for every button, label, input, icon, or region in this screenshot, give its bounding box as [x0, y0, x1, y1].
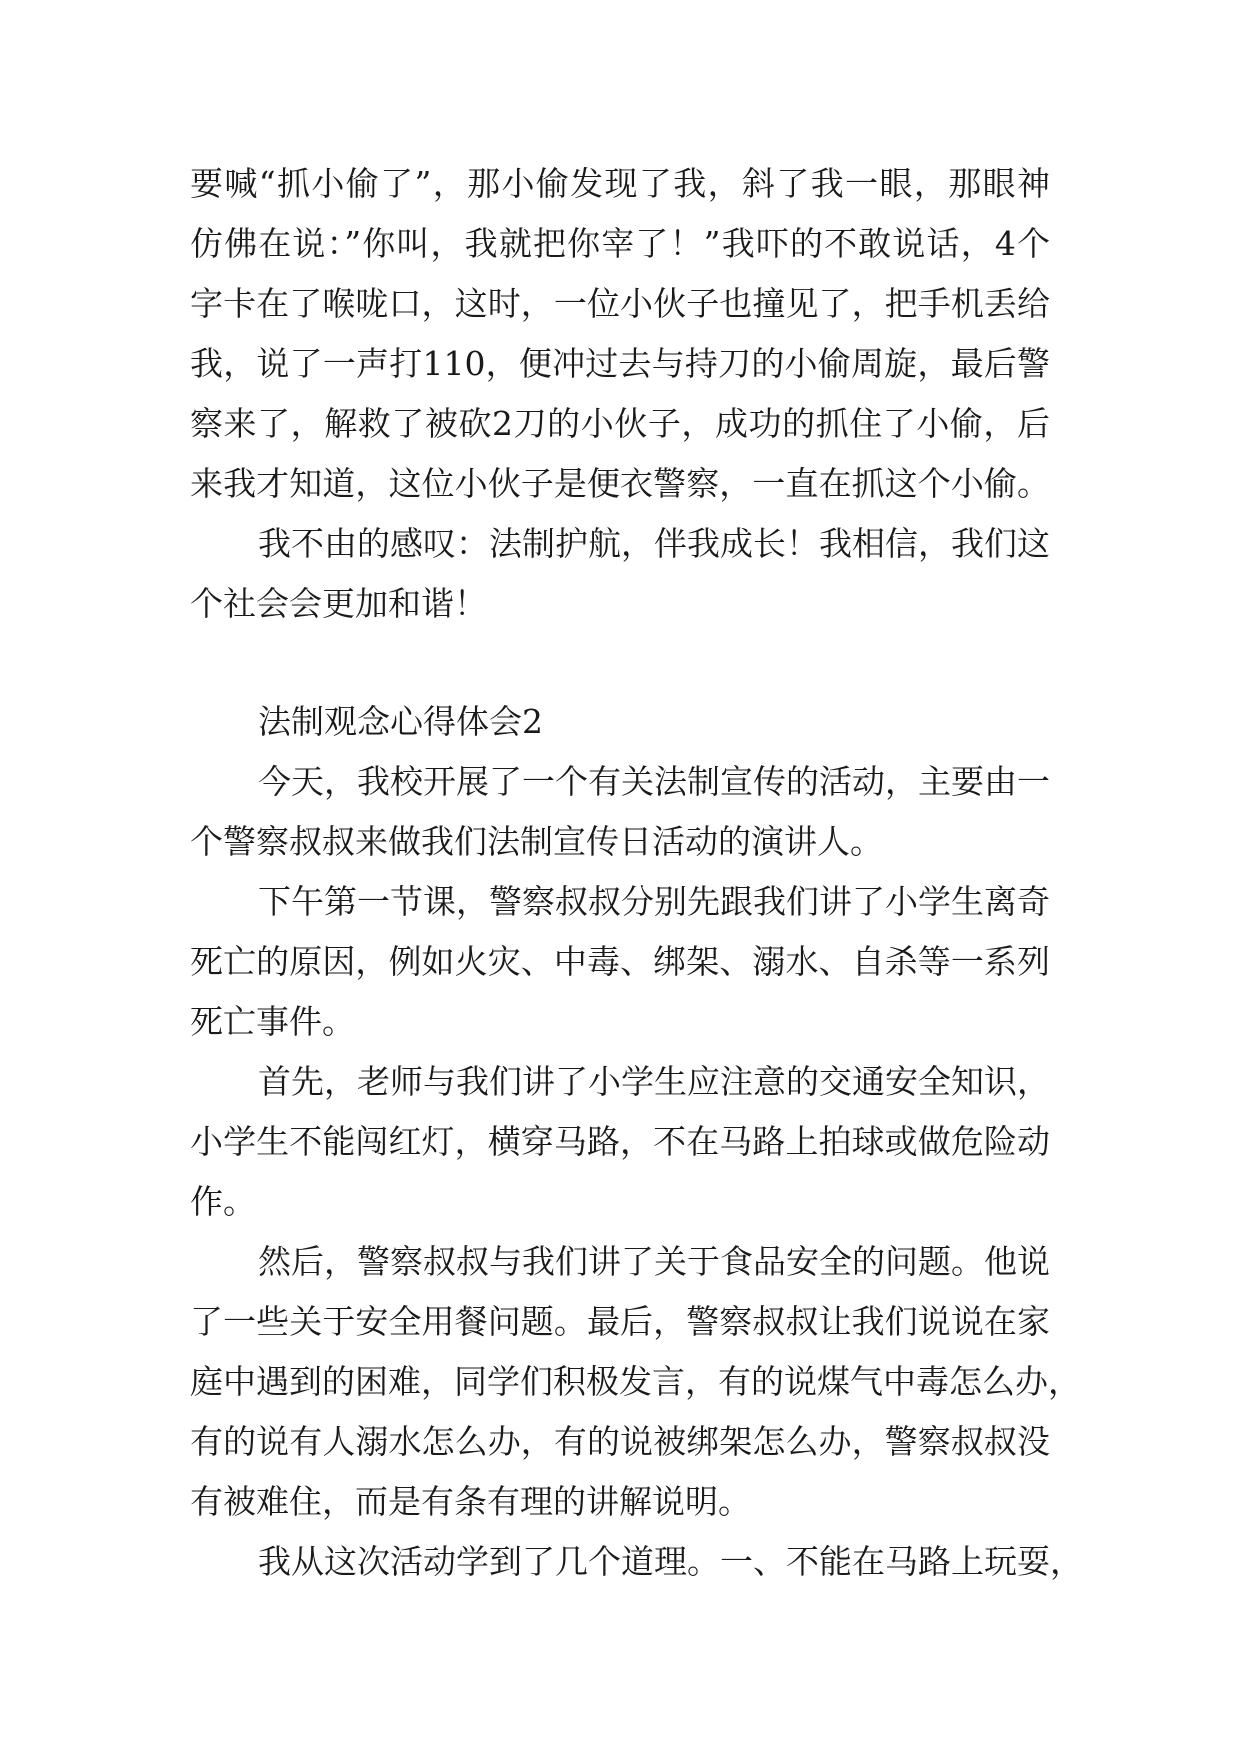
text-line: 个社会会更加和谐！: [190, 584, 487, 623]
paragraph-conclusion: [190, 514, 1050, 634]
paragraph-food-safety: [190, 1232, 1081, 1532]
text-line: 仿佛在说：”你叫，我就把你宰了！”我吓的不敢说话，4个: [190, 224, 1050, 263]
section-title: 法制观念心得体会2: [258, 702, 543, 741]
text-line: 我，说了一声打110，便冲过去与持刀的小偷周旋，最后警: [190, 344, 1050, 383]
text-line: 字卡在了喉咙口，这时，一位小伙子也撞见了，把手机丢给: [190, 284, 1050, 323]
text-line: 今天，我校开展了一个有关法制宣传的活动，主要由一: [258, 762, 1050, 801]
paragraph-first-lesson: [190, 872, 1050, 1052]
text-line: 下午第一节课，警察叔叔分别先跟我们讲了小学生离奇: [258, 882, 1050, 921]
text-line: 有被难住，而是有条有理的讲解说明。: [190, 1482, 751, 1521]
text-line: 来我才知道，这位小伙子是便衣警察，一直在抓这个小偷。: [190, 464, 1050, 503]
text-line: 要喊“抓小偷了”，那小偷发现了我，斜了我一眼，那眼神: [190, 164, 1050, 203]
paragraph-lessons-learned: [190, 1532, 1083, 1592]
text-line: 了一些关于安全用餐问题。最后，警察叔叔让我们说说在家: [190, 1302, 1050, 1341]
text-line: 小学生不能闯红灯，横穿马路，不在马路上拍球或做危险动: [190, 1122, 1050, 1161]
paragraph-story-end: [190, 154, 1050, 514]
text-line: 我不由的感叹：法制护航，伴我成长！我相信，我们这: [258, 524, 1050, 563]
text-line: 个警察叔叔来做我们法制宣传日活动的演讲人。: [190, 822, 883, 861]
paragraph-intro: [190, 752, 1050, 872]
text-line: 首先，老师与我们讲了小学生应注意的交通安全知识，: [258, 1062, 1050, 1101]
text-line: 死亡的原因，例如火灾、中毒、绑架、溺水、自杀等一系列: [190, 942, 1050, 981]
document-page: [190, 154, 1083, 1592]
text-line: 察来了，解救了被砍2刀的小伙子，成功的抓住了小偷，后: [190, 404, 1050, 443]
text-line: 庭中遇到的困难，同学们积极发言，有的说煤气中毒怎么办，: [190, 1362, 1081, 1401]
text-line: 我从这次活动学到了几个道理。一、不能在马路上玩耍，: [258, 1542, 1083, 1581]
text-line: 作。: [190, 1182, 256, 1221]
paragraph-traffic-safety: [190, 1052, 1050, 1232]
section-spacer: [190, 634, 1050, 692]
text-line: 有的说有人溺水怎么办，有的说被绑架怎么办，警察叔叔没: [190, 1422, 1050, 1461]
text-line: 死亡事件。: [190, 1002, 355, 1041]
text-line: 然后，警察叔叔与我们讲了关于食品安全的问题。他说: [258, 1242, 1050, 1281]
